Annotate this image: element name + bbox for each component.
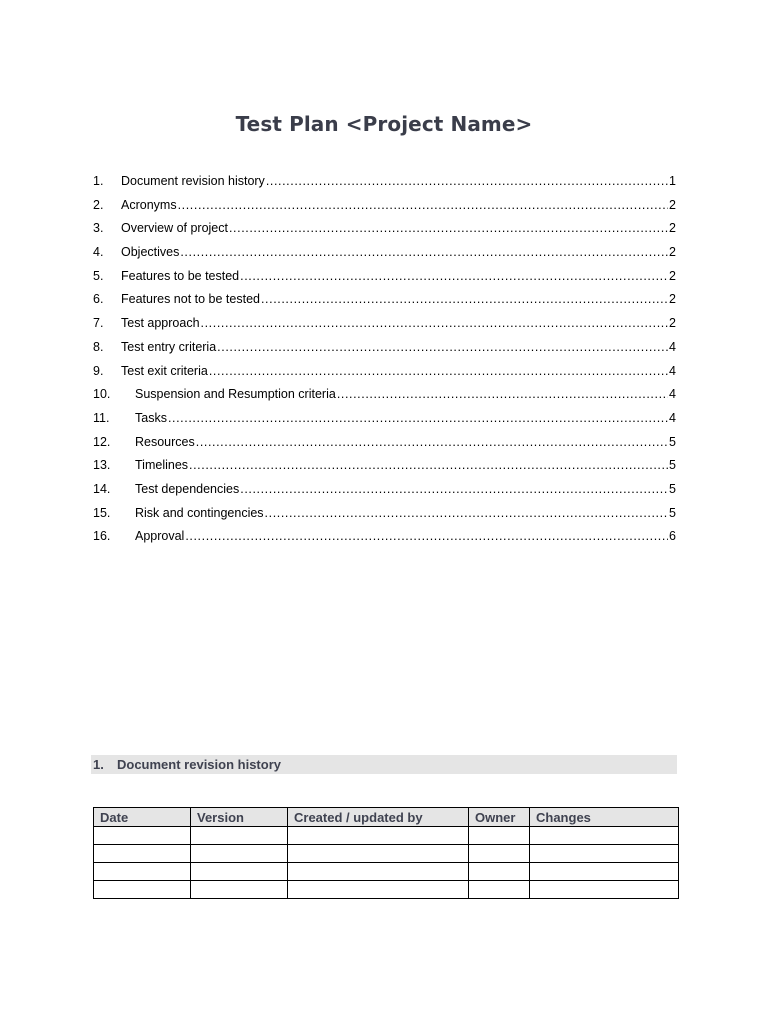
toc-leader-dots <box>266 172 668 190</box>
toc-number: 3. <box>93 221 104 236</box>
table-cell[interactable] <box>469 881 530 899</box>
toc-entry[interactable] <box>93 456 676 480</box>
table-cell[interactable] <box>288 827 469 845</box>
toc-number: 6. <box>93 292 104 307</box>
toc-label: Resources <box>135 434 195 449</box>
toc-label: Test dependencies <box>135 481 240 496</box>
toc-entry[interactable] <box>93 527 676 551</box>
toc-number: 13. <box>93 458 111 473</box>
toc-page-number: 4 <box>669 339 676 354</box>
toc-number: 8. <box>93 339 104 354</box>
section-title: Document revision history <box>117 757 281 772</box>
toc-number: 5. <box>93 268 104 283</box>
table-header-row <box>94 808 679 827</box>
column-header-date: Date <box>94 808 191 827</box>
toc-leader-dots <box>196 433 668 451</box>
toc-label: Test entry criteria <box>121 339 217 354</box>
table-cell[interactable] <box>191 827 288 845</box>
toc-label: Risk and contingencies <box>135 505 264 520</box>
table-cell[interactable] <box>469 863 530 881</box>
toc-leader-dots <box>240 267 668 285</box>
toc-label: Tasks <box>135 410 167 425</box>
table-of-contents <box>93 172 676 551</box>
table-cell[interactable] <box>94 863 191 881</box>
toc-page-number: 5 <box>669 458 676 473</box>
toc-label: Objectives <box>121 245 180 260</box>
table-row <box>94 827 679 845</box>
column-header-created-updated-by: Created / updated by <box>288 808 469 827</box>
toc-label: Overview of project <box>121 221 228 236</box>
table-cell[interactable] <box>94 881 191 899</box>
toc-entry[interactable] <box>93 219 676 243</box>
toc-entry[interactable] <box>93 433 676 457</box>
table-cell[interactable] <box>94 827 191 845</box>
toc-entry[interactable] <box>93 172 676 196</box>
toc-entry[interactable] <box>93 385 676 409</box>
table-cell[interactable] <box>530 863 679 881</box>
column-header-owner: Owner <box>469 808 530 827</box>
toc-number: 10. <box>93 387 111 402</box>
toc-number: 1. <box>93 174 104 188</box>
toc-number: 4. <box>93 245 104 260</box>
table-row <box>94 863 679 881</box>
table-cell[interactable] <box>469 827 530 845</box>
table-row <box>94 845 679 863</box>
toc-label: Features not to be tested <box>121 292 260 307</box>
toc-number: 9. <box>93 363 104 378</box>
table-cell[interactable] <box>288 863 469 881</box>
toc-entry[interactable] <box>93 267 676 291</box>
toc-page-number: 2 <box>669 316 676 331</box>
toc-page-number: 2 <box>669 197 676 212</box>
toc-label: Test approach <box>121 316 200 331</box>
toc-leader-dots <box>217 338 668 356</box>
toc-entry[interactable] <box>93 290 676 314</box>
table-cell[interactable] <box>469 845 530 863</box>
toc-number: 14. <box>93 481 111 496</box>
toc-leader-dots <box>168 409 668 427</box>
toc-label: Acronyms <box>121 197 177 212</box>
toc-page-number: 1 <box>669 174 676 188</box>
toc-page-number: 2 <box>669 245 676 260</box>
table-cell[interactable] <box>191 845 288 863</box>
toc-label: Suspension and Resumption criteria <box>135 387 336 402</box>
toc-entry[interactable] <box>93 243 676 267</box>
table-cell[interactable] <box>530 845 679 863</box>
toc-label: Timelines <box>135 458 189 473</box>
toc-leader-dots <box>185 527 668 545</box>
table-cell[interactable] <box>530 827 679 845</box>
toc-label: Features to be tested <box>121 268 240 283</box>
toc-number: 2. <box>93 197 104 212</box>
toc-entry[interactable] <box>93 314 676 338</box>
document-title: Test Plan <Project Name> <box>235 112 533 136</box>
toc-leader-dots <box>229 219 668 237</box>
table-cell[interactable] <box>288 845 469 863</box>
toc-number: 12. <box>93 434 111 449</box>
toc-label: Test exit criteria <box>121 363 208 378</box>
column-header-changes: Changes <box>530 808 679 827</box>
toc-entry[interactable] <box>93 196 676 220</box>
toc-entry[interactable] <box>93 409 676 433</box>
toc-number: 15. <box>93 505 111 520</box>
toc-page-number: 5 <box>669 481 676 496</box>
toc-leader-dots <box>265 504 669 522</box>
toc-page-number: 2 <box>669 268 676 283</box>
toc-page-number: 4 <box>669 410 676 425</box>
toc-page-number: 5 <box>669 434 676 449</box>
table-row <box>94 881 679 899</box>
toc-page-number: 2 <box>669 221 676 236</box>
toc-page-number: 6 <box>669 529 676 544</box>
revision-history-table <box>93 807 679 899</box>
toc-number: 16. <box>93 529 111 544</box>
table-cell[interactable] <box>191 881 288 899</box>
toc-page-number: 5 <box>669 505 676 520</box>
toc-entry[interactable] <box>93 338 676 362</box>
toc-number: 11. <box>93 410 110 425</box>
toc-page-number: 4 <box>669 363 676 378</box>
toc-page-number: 2 <box>669 292 676 307</box>
toc-leader-dots <box>209 362 668 380</box>
toc-entry[interactable] <box>93 362 676 386</box>
section-number: 1. <box>93 757 104 772</box>
toc-leader-dots <box>178 196 668 214</box>
toc-leader-dots <box>189 456 668 474</box>
toc-leader-dots <box>337 385 668 403</box>
table-cell[interactable] <box>288 881 469 899</box>
toc-leader-dots <box>180 243 668 261</box>
toc-leader-dots <box>261 290 668 308</box>
toc-entry[interactable] <box>93 480 676 504</box>
column-header-version: Version <box>191 808 288 827</box>
toc-label: Approval <box>135 529 185 544</box>
toc-leader-dots <box>201 314 669 332</box>
table-cell[interactable] <box>94 845 191 863</box>
toc-number: 7. <box>93 316 104 331</box>
toc-page-number: 4 <box>669 387 676 402</box>
table-cell[interactable] <box>191 863 288 881</box>
toc-leader-dots <box>240 480 668 498</box>
toc-entry[interactable] <box>93 504 676 528</box>
section-heading-revision-history <box>91 755 677 774</box>
toc-label: Document revision history <box>121 174 265 188</box>
table-cell[interactable] <box>530 881 679 899</box>
